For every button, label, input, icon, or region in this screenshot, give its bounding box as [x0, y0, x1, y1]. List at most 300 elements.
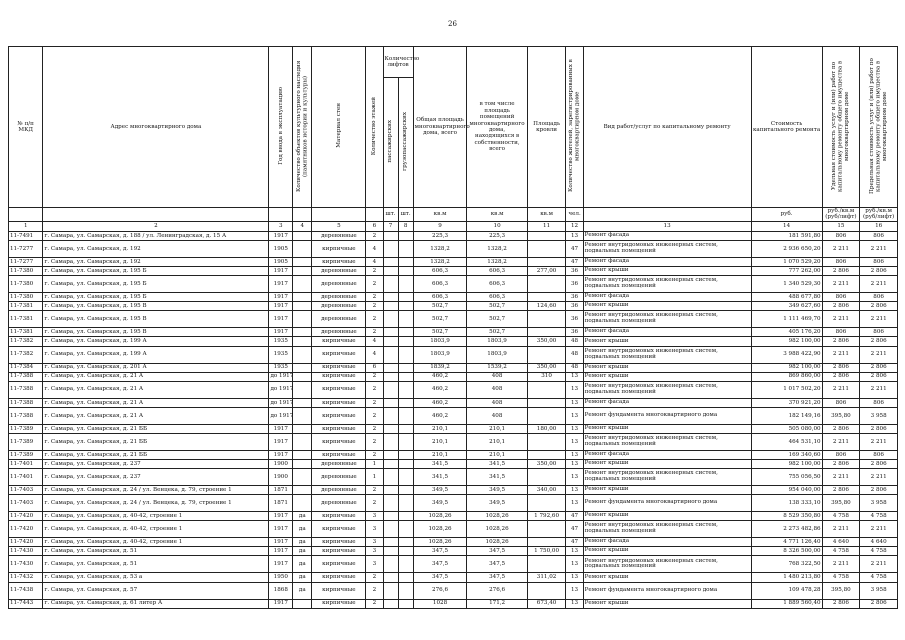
cell-address: г. Самара, ул. Самарская, д. 24 / ул. Венцека, д. 79, строение 1 [43, 486, 269, 495]
cell-passenger-lifts [383, 363, 398, 372]
cell-mkd-id: 11-7388 [9, 372, 43, 381]
cell-max-cost: 2 806 [860, 302, 898, 311]
table-row [9, 495, 898, 512]
cell-work-type: Ремонт внутридомовых инженерных систем, подвальных помещений [583, 276, 751, 293]
cell-residents: 36 [566, 311, 583, 328]
cell-year: 1917 [269, 512, 293, 521]
cell-address: г. Самара, ул. Самарская, д. 40-42, строение 1 [43, 512, 269, 521]
cell-heritage [293, 599, 312, 608]
cell-wall-material: кирпичные [312, 573, 366, 582]
cell-max-cost: 806 [860, 257, 898, 266]
cell-freight-lifts [398, 469, 413, 486]
table-row [9, 407, 898, 424]
table-row [9, 231, 898, 240]
table-row [9, 512, 898, 521]
cell-cost: 464 531,10 [751, 433, 822, 450]
header-total-area: Общая площадь многоквартирного дома, всего [413, 47, 467, 208]
cell-mkd-id: 11-7380 [9, 293, 43, 302]
cell-work-type: Ремонт фасада [583, 538, 751, 547]
cell-max-cost: 806 [860, 450, 898, 459]
cell-mkd-id: 11-7401 [9, 459, 43, 468]
cell-address: г. Самара, ул. Самарская, д. 237 [43, 469, 269, 486]
table-row [9, 267, 898, 276]
cell-unit-cost: 2 806 [822, 372, 860, 381]
cell-unit-cost: 395,80 [822, 582, 860, 599]
cell-year: 1900 [269, 459, 293, 468]
cell-floors: 4 [366, 240, 383, 257]
cell-mkd-id: 11-7381 [9, 328, 43, 337]
cell-max-cost: 3 958 [860, 495, 898, 512]
cell-roof-area [527, 240, 566, 257]
cell-cost: 755 056,50 [751, 469, 822, 486]
cell-floors: 3 [366, 547, 383, 556]
cell-owned-area: 349,5 [467, 486, 527, 495]
header-floors: Количество этажей [366, 47, 383, 208]
cell-cost: 488 677,80 [751, 293, 822, 302]
cell-year: 1917 [269, 521, 293, 538]
cell-heritage [293, 450, 312, 459]
cell-freight-lifts [398, 547, 413, 556]
cell-work-type: Ремонт крыши [583, 459, 751, 468]
column-number: 3 [269, 221, 293, 231]
cell-roof-area: 350,00 [527, 337, 566, 346]
cell-wall-material: кирпичные [312, 337, 366, 346]
cell-total-area: 1028 [413, 599, 467, 608]
cell-max-cost: 2 211 [860, 346, 898, 363]
cell-passenger-lifts [383, 547, 398, 556]
cell-floors: 2 [366, 486, 383, 495]
cell-owned-area: 1328,2 [467, 240, 527, 257]
header-wall-material: Материал стен [312, 47, 366, 208]
cell-residents: 47 [566, 538, 583, 547]
cell-work-type: Ремонт крыши [583, 302, 751, 311]
cell-address: г. Самара, ул. Самарская, д. 195 В [43, 328, 269, 337]
cell-wall-material: кирпичные [312, 433, 366, 450]
cell-floors: 2 [366, 231, 383, 240]
cell-year: 1871 [269, 486, 293, 495]
cell-residents: 13 [566, 450, 583, 459]
cell-max-cost: 2 211 [860, 521, 898, 538]
cell-passenger-lifts [383, 599, 398, 608]
table-row [9, 293, 898, 302]
cell-owned-area: 225,3 [467, 231, 527, 240]
cell-mkd-id: 11-7277 [9, 257, 43, 266]
cell-owned-area: 1028,26 [467, 521, 527, 538]
cell-wall-material: деревянные [312, 328, 366, 337]
table-row [9, 424, 898, 433]
cell-passenger-lifts [383, 328, 398, 337]
cell-wall-material: кирпичные [312, 346, 366, 363]
cell-heritage [293, 231, 312, 240]
cell-residents: 13 [566, 398, 583, 407]
cell-passenger-lifts [383, 293, 398, 302]
cell-residents: 13 [566, 573, 583, 582]
cell-work-type: Ремонт внутридомовых инженерных систем, подвальных помещений [583, 381, 751, 398]
cell-year: 1900 [269, 469, 293, 486]
cell-work-type: Ремонт крыши [583, 337, 751, 346]
cell-owned-area: 1803,9 [467, 337, 527, 346]
cell-cost: 8 326 500,00 [751, 547, 822, 556]
cell-year: 1917 [269, 276, 293, 293]
cell-address: г. Самара, ул. Самарская, д. 192 [43, 257, 269, 266]
cell-mkd-id: 11-7420 [9, 538, 43, 547]
cell-owned-area: 210,1 [467, 433, 527, 450]
cell-cost: 3 988 422,90 [751, 346, 822, 363]
header-unit-cost: Удельная стоимость услуг и (или) работ по капитальному ремонту общего имущества в многоквартирном доме [822, 47, 860, 208]
cell-floors: 1 [366, 469, 383, 486]
cell-passenger-lifts [383, 372, 398, 381]
cell-freight-lifts [398, 538, 413, 547]
cell-roof-area [527, 381, 566, 398]
header-address: Адрес многоквартирного дома [43, 47, 269, 208]
cell-floors: 2 [366, 495, 383, 512]
cell-mkd-id: 11-7403 [9, 486, 43, 495]
cell-residents: 48 [566, 346, 583, 363]
cell-max-cost: 4 758 [860, 547, 898, 556]
header-lifts-group: Количество лифтов [383, 47, 413, 78]
cell-mkd-id: 11-7420 [9, 512, 43, 521]
cell-wall-material: деревянные [312, 495, 366, 512]
cell-address: г. Самара, ул. Самарская, д. 21 А [43, 398, 269, 407]
table-body [9, 231, 898, 608]
cell-address: г. Самара, ул. Самарская, д. 40-42, строение 1 [43, 538, 269, 547]
column-number: 11 [527, 221, 566, 231]
header-passenger-lifts: пассажирских [383, 78, 398, 208]
cell-floors: 2 [366, 293, 383, 302]
cell-mkd-id: 11-7380 [9, 276, 43, 293]
cell-freight-lifts [398, 337, 413, 346]
cell-roof-area [527, 582, 566, 599]
cell-year: 1905 [269, 257, 293, 266]
cell-heritage [293, 469, 312, 486]
cell-unit-cost: 2 211 [822, 433, 860, 450]
cell-passenger-lifts [383, 407, 398, 424]
header-max-cost: Предельная стоимость услуг и (или) работ по капитальному ремонту общего имущества в многоквартирном доме [860, 47, 898, 208]
cell-residents: 13 [566, 547, 583, 556]
cell-wall-material: кирпичные [312, 450, 366, 459]
cell-wall-material: кирпичные [312, 381, 366, 398]
cell-heritage [293, 293, 312, 302]
cell-wall-material: деревянные [312, 459, 366, 468]
header-work-type: Вид работ/услуг по капитальному ремонту [583, 47, 751, 208]
cell-wall-material: кирпичные [312, 407, 366, 424]
cell-passenger-lifts [383, 433, 398, 450]
cell-cost: 1 111 469,70 [751, 311, 822, 328]
cell-wall-material: кирпичные [312, 363, 366, 372]
cell-cost: 869 860,00 [751, 372, 822, 381]
cell-freight-lifts [398, 328, 413, 337]
cell-passenger-lifts [383, 267, 398, 276]
cell-freight-lifts [398, 582, 413, 599]
cell-total-area: 225,3 [413, 231, 467, 240]
cell-residents: 13 [566, 231, 583, 240]
cell-max-cost: 2 806 [860, 372, 898, 381]
cell-total-area: 1803,9 [413, 337, 467, 346]
cell-floors: 4 [366, 257, 383, 266]
cell-passenger-lifts [383, 398, 398, 407]
cell-wall-material: деревянные [312, 231, 366, 240]
cell-mkd-id: 11-7382 [9, 337, 43, 346]
cell-freight-lifts [398, 599, 413, 608]
cell-cost: 1 480 213,80 [751, 573, 822, 582]
cell-year: 1917 [269, 267, 293, 276]
cell-max-cost: 2 211 [860, 311, 898, 328]
cell-passenger-lifts [383, 495, 398, 512]
table-row [9, 257, 898, 266]
column-number: 12 [566, 221, 583, 231]
cell-unit-cost: 2 211 [822, 311, 860, 328]
cell-address: г. Самара, ул. Самарская, д. 51 [43, 547, 269, 556]
column-number: 15 [822, 221, 860, 231]
cell-max-cost: 2 806 [860, 363, 898, 372]
cell-floors: 4 [366, 337, 383, 346]
table-row [9, 450, 898, 459]
cell-year: 1917 [269, 538, 293, 547]
cell-floors: 2 [366, 599, 383, 608]
cell-wall-material: деревянные [312, 276, 366, 293]
cell-roof-area [527, 231, 566, 240]
cell-passenger-lifts [383, 257, 398, 266]
cell-cost: 768 322,50 [751, 556, 822, 573]
cell-freight-lifts [398, 398, 413, 407]
table-row [9, 486, 898, 495]
cell-cost: 1 017 502,20 [751, 381, 822, 398]
cell-freight-lifts [398, 573, 413, 582]
cell-passenger-lifts [383, 337, 398, 346]
cell-wall-material: деревянные [312, 311, 366, 328]
cell-freight-lifts [398, 381, 413, 398]
table-row [9, 381, 898, 398]
cell-mkd-id: 11-7491 [9, 231, 43, 240]
cell-work-type: Ремонт внутридомовых инженерных систем, подвальных помещений [583, 240, 751, 257]
cell-owned-area: 408 [467, 372, 527, 381]
cell-roof-area [527, 293, 566, 302]
column-number-row [9, 221, 898, 231]
cell-max-cost: 2 211 [860, 469, 898, 486]
cell-residents: 47 [566, 240, 583, 257]
cell-heritage: да [293, 582, 312, 599]
header-freight-lifts: грузопассажирских [398, 78, 413, 208]
cell-mkd-id: 11-7401 [9, 469, 43, 486]
table-row [9, 459, 898, 468]
cell-work-type: Ремонт фасада [583, 398, 751, 407]
cell-work-type: Ремонт крыши [583, 372, 751, 381]
cell-heritage: да [293, 521, 312, 538]
cell-cost: 182 149,16 [751, 407, 822, 424]
cell-cost: 181 591,80 [751, 231, 822, 240]
cell-cost: 109 478,28 [751, 582, 822, 599]
cell-roof-area: 350,00 [527, 363, 566, 372]
cell-mkd-id: 11-7388 [9, 407, 43, 424]
column-number: 13 [583, 221, 751, 231]
cell-work-type: Ремонт фасада [583, 293, 751, 302]
cell-unit-cost: 2 806 [822, 363, 860, 372]
cell-unit-cost: 2 211 [822, 346, 860, 363]
cell-cost: 349 627,60 [751, 302, 822, 311]
cell-total-area: 606,3 [413, 267, 467, 276]
cell-floors: 2 [366, 372, 383, 381]
cell-passenger-lifts [383, 469, 398, 486]
cell-max-cost: 4 758 [860, 573, 898, 582]
cell-mkd-id: 11-7420 [9, 521, 43, 538]
cell-total-area: 460,2 [413, 407, 467, 424]
cell-work-type: Ремонт фундамента многоквартирного дома [583, 495, 751, 512]
cell-residents: 13 [566, 372, 583, 381]
cell-heritage [293, 486, 312, 495]
cell-floors: 1 [366, 459, 383, 468]
header-year: Год ввода в эксплуатацию [269, 47, 293, 208]
header-mkd-number: № п/п МКД [9, 47, 43, 208]
unit-specific-cost: руб./кв.м (руб/лифт) [822, 208, 860, 222]
cell-wall-material: деревянные [312, 486, 366, 495]
cell-total-area: 349,5 [413, 486, 467, 495]
cell-floors: 3 [366, 556, 383, 573]
cell-wall-material: деревянные [312, 267, 366, 276]
cell-year: 1935 [269, 363, 293, 372]
column-number: 4 [293, 221, 312, 231]
cell-work-type: Ремонт крыши [583, 424, 751, 433]
cell-owned-area: 210,1 [467, 424, 527, 433]
cell-cost: 138 333,10 [751, 495, 822, 512]
cell-work-type: Ремонт внутридомовых инженерных систем, подвальных помещений [583, 311, 751, 328]
cell-max-cost: 4 758 [860, 512, 898, 521]
cell-roof-area: 1 792,60 [527, 512, 566, 521]
cell-passenger-lifts [383, 450, 398, 459]
cell-floors: 2 [366, 328, 383, 337]
cell-heritage [293, 346, 312, 363]
unit-max-cost: руб./кв.м (руб/лифт) [860, 208, 898, 222]
cell-wall-material: кирпичные [312, 512, 366, 521]
cell-work-type: Ремонт фасада [583, 231, 751, 240]
cell-year: до 1917 [269, 381, 293, 398]
cell-passenger-lifts [383, 231, 398, 240]
cell-heritage [293, 337, 312, 346]
cell-owned-area: 341,5 [467, 459, 527, 468]
cell-unit-cost: 2 806 [822, 337, 860, 346]
cell-max-cost: 2 806 [860, 267, 898, 276]
cell-mkd-id: 11-7381 [9, 311, 43, 328]
cell-owned-area: 606,3 [467, 293, 527, 302]
cell-wall-material: кирпичные [312, 372, 366, 381]
cell-passenger-lifts [383, 459, 398, 468]
cell-cost: 982 100,00 [751, 363, 822, 372]
cell-address: г. Самара, ул. Самарская, д. 21 А [43, 407, 269, 424]
cell-year: 1905 [269, 240, 293, 257]
cell-cost: 2 273 482,86 [751, 521, 822, 538]
cell-address: г. Самара, ул. Самарская, д. 21 А [43, 372, 269, 381]
cell-total-area: 460,2 [413, 381, 467, 398]
cell-residents: 13 [566, 556, 583, 573]
cell-work-type: Ремонт фасада [583, 328, 751, 337]
cell-passenger-lifts [383, 302, 398, 311]
cell-heritage [293, 240, 312, 257]
cell-heritage [293, 311, 312, 328]
cell-residents: 13 [566, 582, 583, 599]
cell-owned-area: 1328,2 [467, 257, 527, 266]
cell-year: до 1917 [270, 373, 294, 380]
cell-address: г. Самара, ул. Самарская, д. 53 а [43, 573, 269, 582]
cell-work-type: Ремонт крыши [583, 547, 751, 556]
cell-owned-area: 502,7 [467, 328, 527, 337]
cell-year: 1871 [269, 495, 293, 512]
cell-freight-lifts [398, 495, 413, 512]
cell-unit-cost: 4 640 [822, 538, 860, 547]
cell-unit-cost: 2 211 [822, 276, 860, 293]
cell-freight-lifts [398, 302, 413, 311]
cell-residents: 47 [566, 257, 583, 266]
table-row [9, 398, 898, 407]
cell-year: до 1917 [269, 407, 293, 424]
cell-max-cost: 806 [860, 231, 898, 240]
cell-roof-area: 310 [527, 372, 566, 381]
cell-owned-area: 210,1 [467, 450, 527, 459]
cell-total-area: 502,7 [413, 311, 467, 328]
table-row [9, 363, 898, 372]
cell-address: г. Самара, ул. Самарская, д. 192 [43, 240, 269, 257]
cell-owned-area: 606,3 [467, 276, 527, 293]
cell-freight-lifts [398, 267, 413, 276]
cell-max-cost: 2 211 [860, 556, 898, 573]
cell-passenger-lifts [383, 381, 398, 398]
cell-year: до 1917 [270, 399, 294, 406]
cell-freight-lifts [398, 372, 413, 381]
cell-unit-cost: 806 [822, 398, 860, 407]
cell-max-cost: 2 806 [860, 424, 898, 433]
cell-passenger-lifts [383, 556, 398, 573]
cell-address: г. Самара, ул. Самарская, д. 24 / ул. Венцека, д. 79, строение 1 [43, 495, 269, 512]
cell-work-type: Ремонт крыши [583, 512, 751, 521]
cell-roof-area [527, 346, 566, 363]
cell-cost: 4 771 126,40 [751, 538, 822, 547]
header-owned-area: в том числе площадь помещений многоквартирного дома, находящихся в собственности, всего [467, 47, 527, 208]
cell-total-area: 1328,2 [413, 240, 467, 257]
cell-residents: 36 [566, 328, 583, 337]
cell-heritage [293, 381, 312, 398]
cell-year: 1917 [269, 293, 293, 302]
cell-max-cost: 2 806 [860, 599, 898, 608]
cell-unit-cost: 395,80 [822, 407, 860, 424]
cell-cost: 777 262,00 [751, 267, 822, 276]
cell-owned-area: 276,6 [467, 582, 527, 599]
column-number: 10 [467, 221, 527, 231]
cell-owned-area: 171,2 [467, 599, 527, 608]
cell-freight-lifts [398, 486, 413, 495]
table-row [9, 346, 898, 363]
cell-freight-lifts [398, 512, 413, 521]
cell-work-type: Ремонт фасада [583, 450, 751, 459]
cell-freight-lifts [398, 450, 413, 459]
cell-passenger-lifts [383, 582, 398, 599]
cell-freight-lifts [398, 293, 413, 302]
cell-heritage [293, 372, 312, 381]
cell-wall-material: кирпичные [312, 424, 366, 433]
cell-work-type: Ремонт фундамента многоквартирного дома [583, 407, 751, 424]
cell-roof-area: 277,00 [527, 267, 566, 276]
cell-owned-area: 1803,9 [467, 346, 527, 363]
cell-cost: 405 176,20 [751, 328, 822, 337]
cell-owned-area: 606,3 [467, 267, 527, 276]
cell-unit-cost: 2 211 [822, 240, 860, 257]
cell-cost: 982 100,00 [751, 337, 822, 346]
cell-unit-cost: 2 806 [822, 599, 860, 608]
cell-unit-cost: 2 211 [822, 381, 860, 398]
table-row [9, 538, 898, 547]
cell-residents: 47 [566, 512, 583, 521]
cell-cost: 370 921,20 [751, 398, 822, 407]
cell-max-cost: 2 806 [860, 459, 898, 468]
cell-floors: 2 [366, 582, 383, 599]
cell-address: г. Самара, ул. Самарская, д. 21 А [43, 381, 269, 398]
